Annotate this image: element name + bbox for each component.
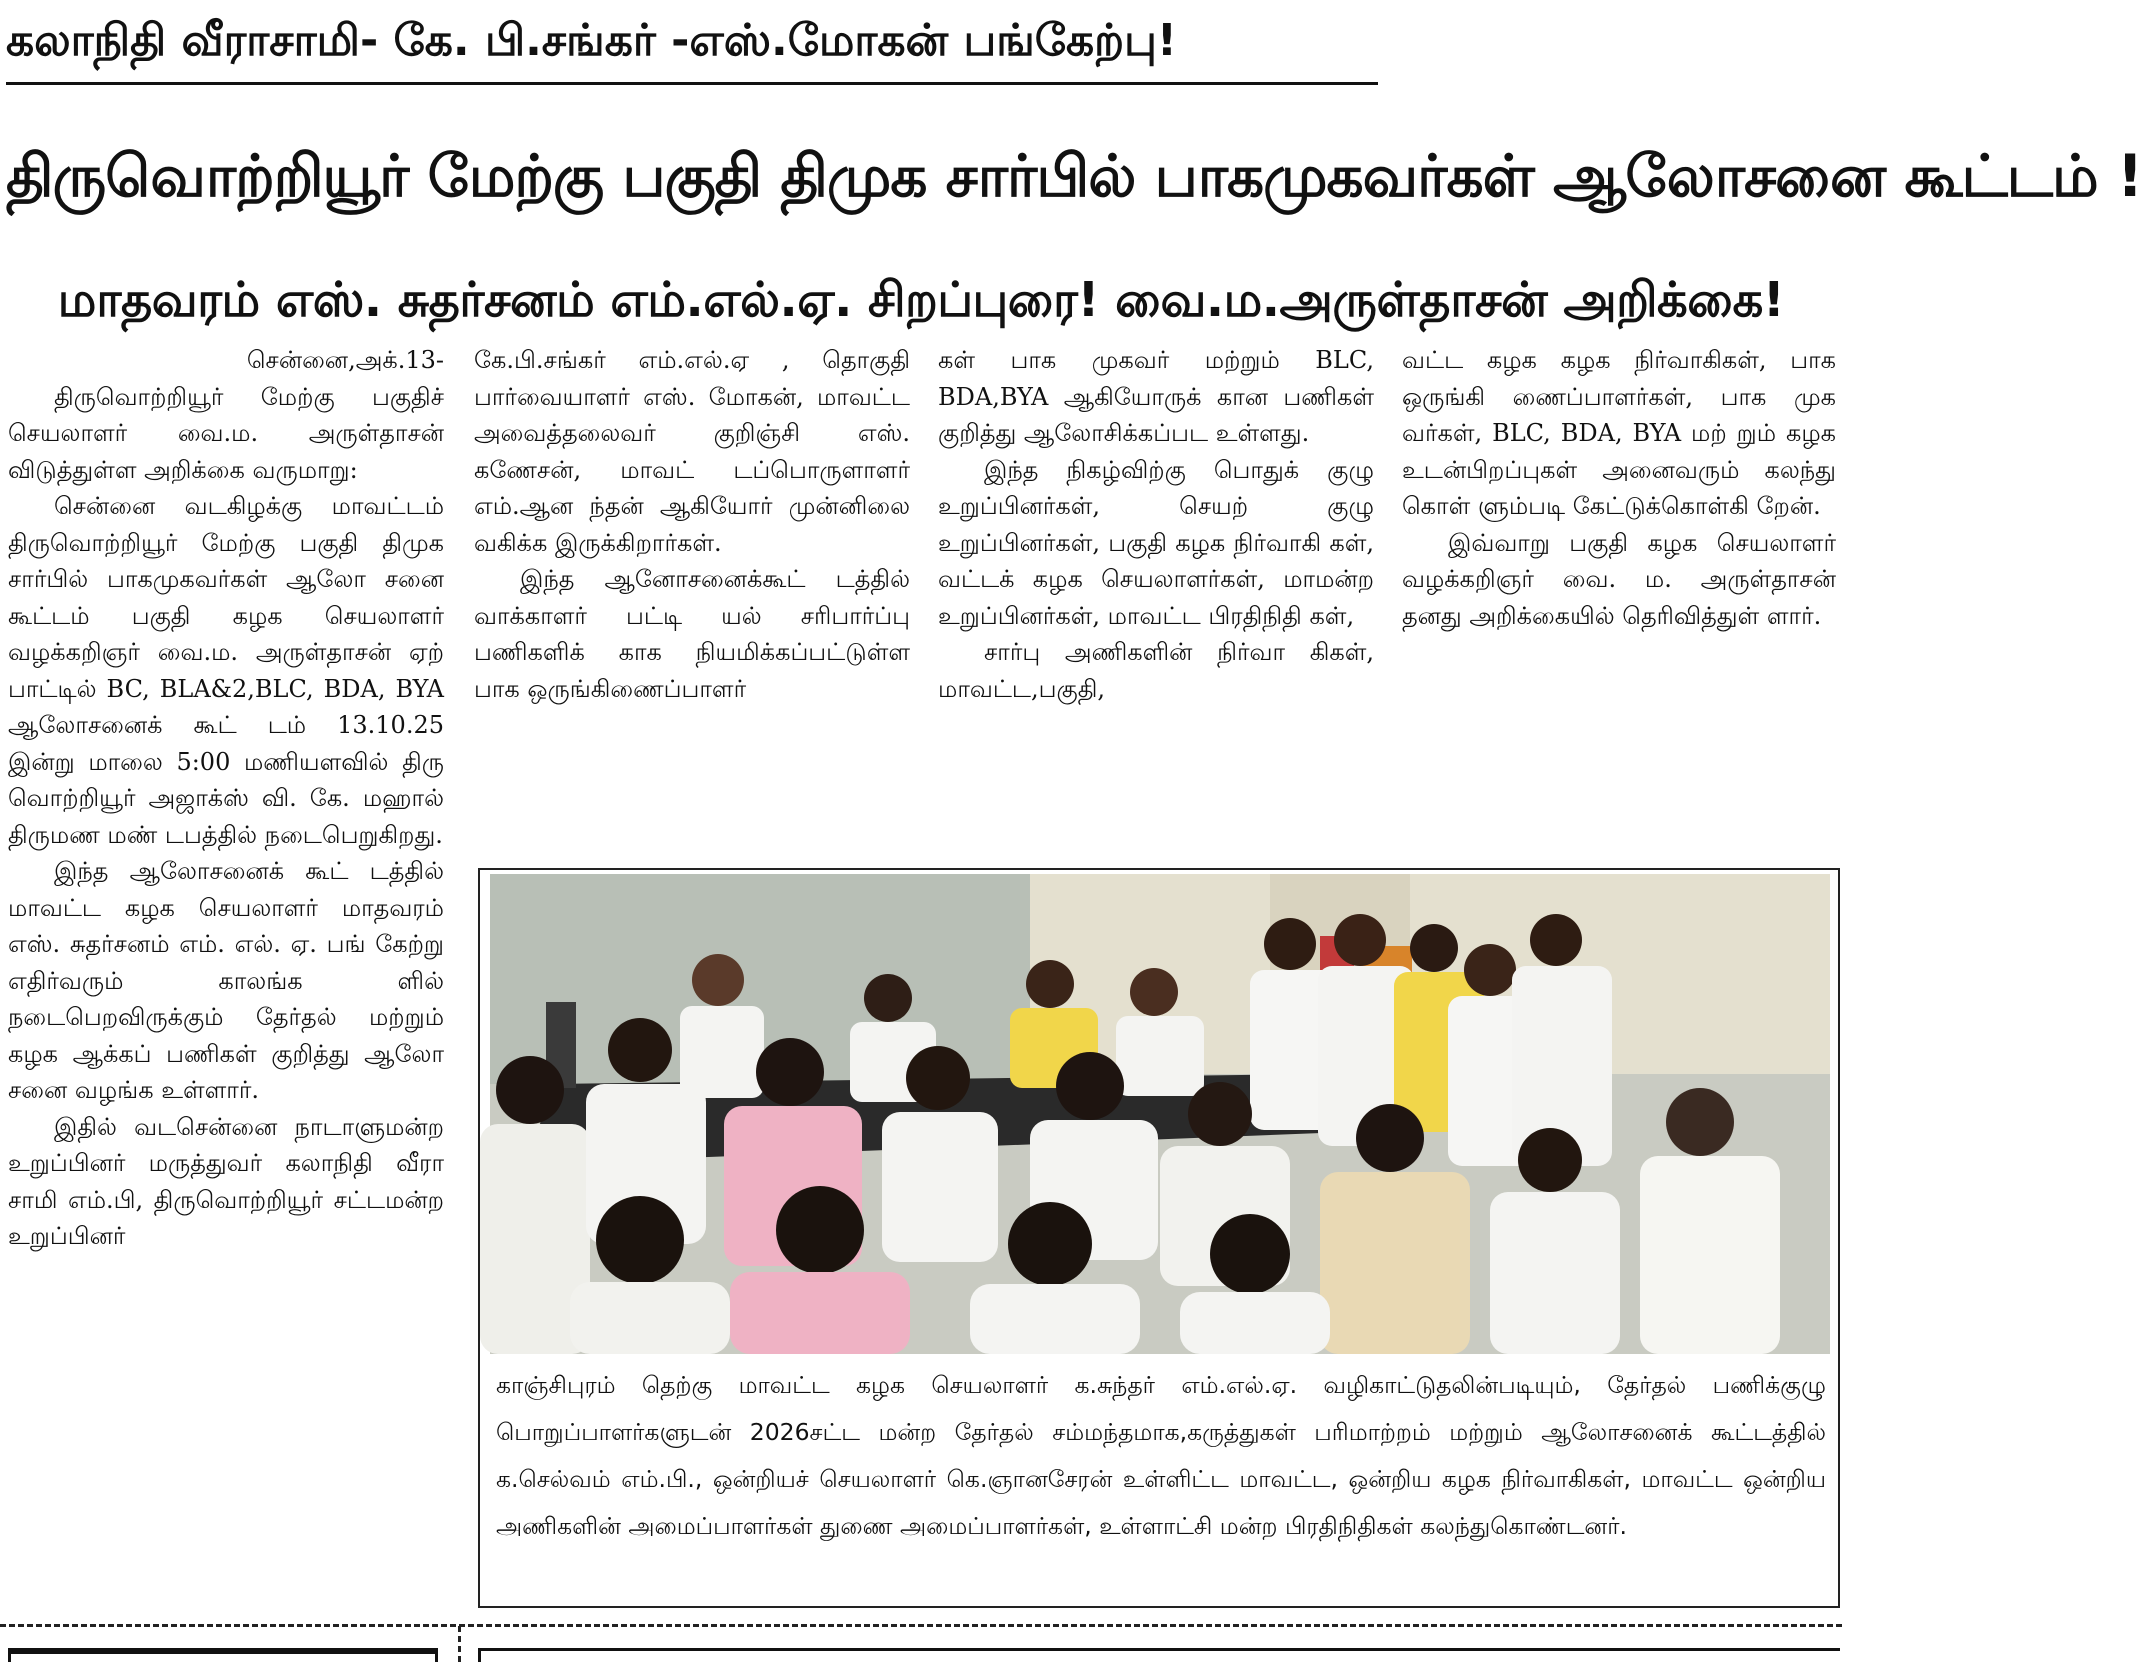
article-column-4 (1402, 342, 1836, 882)
dashed-column-divider (458, 1626, 461, 1662)
meeting-photo (490, 874, 1830, 1354)
paragraph: இந்த நிகழ்விற்கு பொதுக் குழு உறுப்பினர்கள், செயற் குழு உறுப்பினர்கள், பகுதி கழக நிர்வாகி கள், வட்டக் கழக செயலாளர்கள், மாமன்ற உறுப்பினர்கள், மாவட்ட பிரதிநிதி கள், (938, 455, 1374, 630)
meeting-photo-image (490, 874, 1830, 1354)
paragraph: சார்பு அணிகளின் நிர்வா கிகள், மாவட்ட,பகுதி, (938, 638, 1374, 703)
paragraph: இதில் வடசென்னை நாடாளுமன்ற உறுப்பினர் மருத்துவர் கலாநிதி வீரா சாமி எம்.பி, திருவொற்றியூர் சட்டமன்ற உறுப்பினர் (8, 1112, 444, 1250)
dashed-divider (0, 1624, 1842, 1627)
paragraph: கே.பி.சங்கர் எம்.எல்.ஏ , தொகுதி பார்வையாளர் எஸ். மோகன், மாவட்ட அவைத்தலைவர் குறிஞ்சி எஸ். கணேசன், மாவட் டப்பொருளாளர் எம்.ஆன ந்தன் ஆகியோர் முன்னிலை வகிக்க இருக்கிறார்கள். (474, 346, 910, 557)
article-column-3 (938, 342, 1374, 882)
paragraph: வட்ட கழக கழக நிர்வாகிகள், பாக ஒருங்கி ணைப்பாளர்கள், பாக முக வர்கள், BLC, BDA, BYA மற் றும் கழக உடன்பிறப்புகள் அனைவரும் கலந்து கொள் ளும்படி கேட்டுக்கொள்கி றேன். (1402, 346, 1836, 520)
next-article-box-left (8, 1648, 438, 1662)
main-headline: திருவொற்றியூர் மேற்கு பகுதி திமுக சார்பில் பாகமுகவர்கள் ஆலோசனை கூட்டம் ! (6, 142, 2142, 210)
paragraph: இவ்வாறு பகுதி கழக செயலாளர் வழக்கறிஞர் வை. ம. அருள்தாசன் தனது அறிக்கையில் தெரிவித்துள் ளார். (1402, 528, 1836, 630)
dateline: சென்னை,அக்.13- (246, 346, 444, 374)
photo-box (478, 868, 1840, 1608)
article-column-1 (8, 342, 444, 1618)
kicker-headline: கலாநிதி வீராசாமி- கே. பி.சங்கர் -எஸ்.மோகன் பங்கேற்பு! (6, 0, 1378, 85)
paragraph: இந்த ஆலோசனைக் கூட் டத்தில் மாவட்ட கழக செயலாளர் மாதவரம் எஸ். சுதர்சனம் எம். எல். ஏ. பங் கேற்று எதிர்வரும் காலங்க ளில் நடைபெறவிருக்கும் தேர்தல் மற்றும் கழக ஆக்கப் பணிகள் குறித்து ஆலோ சனை வழங்க உள்ளார். (8, 857, 444, 1104)
next-article-box-right (478, 1648, 1840, 1662)
paragraph: திருவொற்றியூர் மேற்கு பகுதிச் செயலாளர் வை.ம. அருள்தாசன் விடுத்துள்ள அறிக்கை வருமாறு: (8, 382, 444, 484)
paragraph: கள் பாக முகவர் மற்றும் BLC, BDA,BYA ஆகியோருக் கான பணிகள் குறித்து ஆலோசிக்கப்பட உள்ளது. (938, 346, 1374, 447)
paragraph: இந்த ஆனோசனைக்கூட் டத்தில் வாக்காளர் பட்டி யல் சரிபார்ப்பு பணிகளிக் காக நியமிக்கப்பட்டுள்ள பாக ஒருங்கிணைப்பாளர் (474, 565, 910, 703)
article-column-2 (474, 342, 910, 882)
paragraph: சென்னை வடகிழக்கு மாவட்டம் திருவொற்றியூர் மேற்கு பகுதி திமுக சார்பில் பாகமுகவர்கள் ஆலோ சனை கூட்டம் பகுதி கழக செயலாளர் வழக்கறிஞர் வை.ம. அருள்தாசன் ஏற் பாட்டில் BC, BLA&2,BLC, BDA, BYA ஆலோசனைக் கூட் டம் 13.10.25 இன்று மாலை 5:00 மணியளவில் திரு வொற்றியூர் அஜாக்ஸ் வி. கே. மஹால் திருமண மண் டபத்தில் நடைபெறுகிறது. (8, 492, 444, 849)
photo-caption: காஞ்சிபுரம் தெற்கு மாவட்ட கழக செயலாளர் க.சுந்தர் எம்.எல்.ஏ. வழிகாட்டுதலின்படியும், தேர்தல் பணிக்குழு பொறுப்பாளர்களுடன் 2026சட்ட மன்ற தேர்தல் சம்மந்தமாக,கருத்துகள் பரிமாற்றம் மற்றும் ஆலோசனைக் கூட்டத்தில் க.செல்வம் எம்.பி., ஒன்றியச் செயலாளர் கெ.ஞானசேரன் உள்ளிட்ட மாவட்ட, ஒன்றிய கழக நிர்வாகிகள், மாவட்ட ஒன்றிய அணிகளின் அமைப்பாளர்கள் துணை அமைப்பாளர்கள், உள்ளாட்சி மன்ற பிரதிநிதிகள் கலந்துகொண்டனர். (496, 1371, 1826, 1540)
sub-headline: மாதவரம் எஸ். சுதர்சனம் எம்.எல்.ஏ. சிறப்புரை! வை.ம.அருள்தாசன் அறிக்கை! (57, 272, 1785, 328)
